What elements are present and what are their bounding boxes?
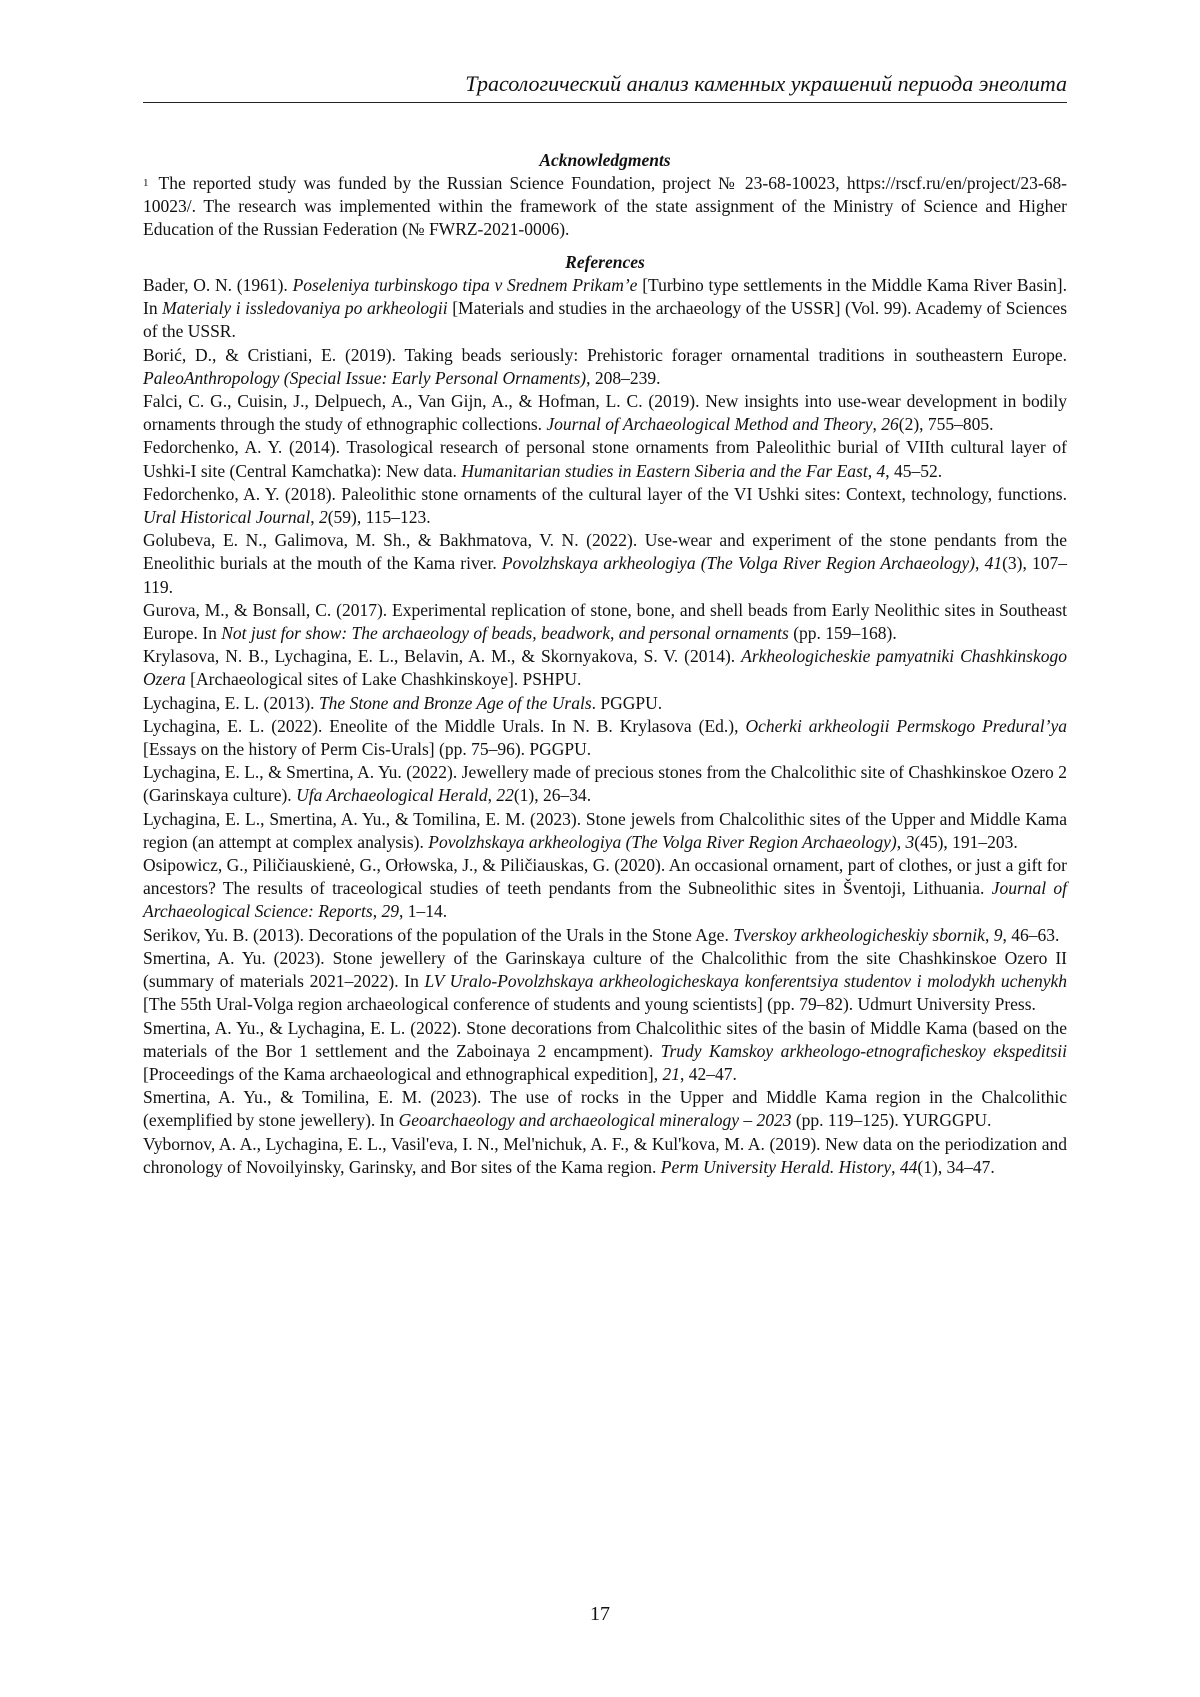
reference-entry bbox=[143, 390, 1067, 436]
reference-entry bbox=[143, 274, 1067, 344]
reference-entry bbox=[143, 924, 1067, 947]
reference-segment: Lychagina, E. L., & Smertina, A. Yu. (2022). Jewellery made of precious stones from the Chalcolithic site of Chashkinskoe Ozero 2 (Garinskaya culture). bbox=[143, 762, 1067, 805]
reference-segment: (3), 107–119. bbox=[143, 553, 1067, 596]
reference-entry bbox=[143, 808, 1067, 854]
reference-segment: , 208–239. bbox=[586, 368, 660, 388]
acknowledgments-text bbox=[143, 172, 1067, 241]
reference-segment: , bbox=[373, 901, 382, 921]
reference-segment: (1), 34–47. bbox=[917, 1157, 994, 1177]
reference-segment: , bbox=[891, 1157, 900, 1177]
reference-italic-segment: 4 bbox=[876, 461, 885, 481]
reference-entry bbox=[143, 599, 1067, 645]
reference-entry bbox=[143, 344, 1067, 390]
reference-segment: (1), 26–34. bbox=[514, 785, 591, 805]
footnote-marker: 1 bbox=[143, 177, 149, 189]
reference-italic-segment: Poseleniya turbinskogo tipa v Srednem Prikam’e bbox=[293, 275, 638, 295]
reference-entry bbox=[143, 715, 1067, 761]
reference-segment: [Materials and studies in the archaeology of the USSR] (Vol. 99). Academy of Sciences of the USSR. bbox=[143, 298, 1067, 341]
reference-segment: Smertina, A. Yu., & Lychagina, E. L. (2022). Stone decorations from Chalcolithic sites of the basin of Middle Kama (based on the materials of the Bor 1 settlement and the Zaboinaya 2 encampment). bbox=[143, 1018, 1067, 1061]
reference-entry bbox=[143, 436, 1067, 482]
reference-segment: , bbox=[310, 507, 319, 527]
reference-italic-segment: LV Uralo-Povolzhskaya arkheologicheskaya konferentsiya studentov i molodykh uchenykh bbox=[424, 971, 1067, 991]
reference-italic-segment: The Stone and Bronze Age of the Urals bbox=[319, 693, 592, 713]
reference-italic-segment: 21 bbox=[662, 1064, 680, 1084]
reference-segment: , bbox=[868, 461, 877, 481]
reference-italic-segment: Ural Historical Journal bbox=[143, 507, 310, 527]
reference-segment: , bbox=[488, 785, 497, 805]
reference-italic-segment: Ufa Archaeological Herald bbox=[296, 785, 488, 805]
reference-entry bbox=[143, 692, 1067, 715]
reference-entry bbox=[143, 854, 1067, 924]
reference-entry bbox=[143, 529, 1067, 599]
reference-segment: , bbox=[985, 925, 994, 945]
reference-italic-segment: Ocherki arkheologii Permskogo Predural’ya bbox=[745, 716, 1067, 736]
reference-italic-segment: 41 bbox=[985, 553, 1003, 573]
reference-italic-segment: Geoarchaeology and archaeological mineralogy – 2023 bbox=[399, 1110, 792, 1130]
reference-italic-segment: Not just for show: The archaeology of beads, beadwork, and personal ornaments bbox=[221, 623, 789, 643]
reference-italic-segment: PaleoAnthropology (Special Issue: Early Personal Ornaments) bbox=[143, 368, 586, 388]
reference-segment: (59), 115–123. bbox=[328, 507, 431, 527]
reference-segment: Lychagina, E. L. (2013). bbox=[143, 693, 319, 713]
reference-segment: (pp. 159–168). bbox=[789, 623, 897, 643]
reference-italic-segment: 29 bbox=[381, 901, 399, 921]
reference-segment: [Turbino type settlements in the Middle Kama River Basin]. In bbox=[143, 275, 1067, 318]
references-title: References bbox=[143, 251, 1067, 274]
reference-segment: Fedorchenko, A. Y. (2018). Paleolithic stone ornaments of the cultural layer of the VI Ushki sites: Context, technology, functions. bbox=[143, 484, 1067, 504]
reference-segment: Lychagina, E. L. (2022). Eneolite of the Middle Urals. In N. B. Krylasova (Ed.), bbox=[143, 716, 745, 736]
reference-segment: Falci, C. G., Cuisin, J., Delpuech, A., Van Gijn, A., & Hofman, L. C. (2019). New insights into use-wear development in bodily ornaments through the study of ethnographic collections. bbox=[143, 391, 1067, 434]
reference-segment: (2), 755–805. bbox=[899, 414, 994, 434]
reference-segment: Vybornov, A. A., Lychagina, E. L., Vasil'eva, I. N., Mel'nichuk, A. F., & Kul'kova, M. A. (2019). New data on the periodization and chronology of Novoilyinsky, Garinsky, and Bor sites of the Kama region. bbox=[143, 1134, 1067, 1177]
reference-italic-segment: 2 bbox=[319, 507, 328, 527]
reference-segment: Serikov, Yu. B. (2013). Decorations of the population of the Urals in the Stone Age. bbox=[143, 925, 733, 945]
reference-segment: Fedorchenko, A. Y. (2014). Trasological research of personal stone ornaments from Paleolithic burial of VIIth cultural layer of Ushki-I site (Central Kamchatka): New data. bbox=[143, 437, 1067, 480]
reference-italic-segment: 22 bbox=[496, 785, 514, 805]
reference-entry bbox=[143, 483, 1067, 529]
reference-entry bbox=[143, 645, 1067, 691]
reference-entry bbox=[143, 761, 1067, 807]
reference-italic-segment: Arkheologicheskie pamyatniki Chashkinskogo Ozera bbox=[143, 646, 1067, 689]
reference-segment: [Proceedings of the Kama archaeological and ethnographical expedition], bbox=[143, 1064, 662, 1084]
reference-segment: Bader, O. N. (1961). bbox=[143, 275, 293, 295]
reference-italic-segment: 44 bbox=[900, 1157, 918, 1177]
reference-segment: , 1–14. bbox=[399, 901, 447, 921]
reference-italic-segment: Povolzhskaya arkheologiya (The Volga River Region Archaeology) bbox=[428, 832, 897, 852]
reference-segment: . PGGPU. bbox=[592, 693, 663, 713]
reference-italic-segment: 26 bbox=[881, 414, 899, 434]
page-content bbox=[143, 149, 1067, 1179]
running-head: Трасологический анализ каменных украшений периода энеолита bbox=[143, 70, 1067, 103]
reference-segment: [The 55th Ural-Volga region archaeological conference of students and young scientists] (pp. 79–82). Udmurt University Press. bbox=[143, 994, 1036, 1014]
reference-segment: Gurova, M., & Bonsall, C. (2017). Experimental replication of stone, bone, and shell beads from Early Neolithic sites in Southeast Europe. In bbox=[143, 600, 1067, 643]
reference-segment: (pp. 119–125). YURGGPU. bbox=[791, 1110, 991, 1130]
reference-segment: Smertina, A. Yu. (2023). Stone jewellery of the Garinskaya culture of the Chalcolithic from the site Chashkinskoe Ozero II (summary of materials 2021–2022). In bbox=[143, 948, 1067, 991]
reference-italic-segment: 9 bbox=[994, 925, 1003, 945]
reference-segment: , 42–47. bbox=[680, 1064, 737, 1084]
acknowledgments-title: Acknowledgments bbox=[143, 149, 1067, 172]
reference-italic-segment: Journal of Archaeological Science: Reports bbox=[143, 878, 1067, 921]
reference-italic-segment: Tverskoy arkheologicheskiy sbornik bbox=[733, 925, 985, 945]
reference-segment: Golubeva, E. N., Galimova, M. Sh., & Bakhmatova, V. N. (2022). Use-wear and experiment of the stone pendants from the Eneolithic burials at the mouth of the Kama river. bbox=[143, 530, 1067, 573]
reference-italic-segment: 3 bbox=[906, 832, 915, 852]
reference-segment: , bbox=[975, 553, 985, 573]
reference-italic-segment: Journal of Archaeological Method and Theory bbox=[546, 414, 872, 434]
reference-italic-segment: Materialy i issledovaniya po arkheologii bbox=[162, 298, 448, 318]
reference-segment: Osipowicz, G., Piličiauskienė, G., Orłowska, J., & Piličiauskas, G. (2020). An occasional ornament, part of clothes, or just a gift for ancestors? The results of traceological studies of teeth pendants from the Subneolithic sites in Šventoji, Lithuania. bbox=[143, 855, 1067, 898]
reference-segment: [Essays on the history of Perm Cis-Urals] (pp. 75–96). PGGPU. bbox=[143, 739, 591, 759]
reference-segment: [Archaeological sites of Lake Chashkinskoye]. PSHPU. bbox=[186, 669, 582, 689]
acknowledgments-body: The reported study was funded by the Russian Science Foundation, project № 23-68-10023, https://rscf.ru/en/project/23-68-10023/. The research was implemented within the framework of the state assignment of the Ministry of Science and Higher Education of the Russian Federation (№ FWRZ-2021-0006). bbox=[143, 173, 1067, 239]
reference-segment: , 45–52. bbox=[885, 461, 942, 481]
references-list bbox=[143, 274, 1067, 1179]
reference-segment: Lychagina, E. L., Smertina, A. Yu., & Tomilina, E. M. (2023). Stone jewels from Chalcolithic sites of the Upper and Middle Kama region (an attempt at complex analysis). bbox=[143, 809, 1067, 852]
reference-italic-segment: Humanitarian studies in Eastern Siberia and the Far East bbox=[461, 461, 867, 481]
page-number: 17 bbox=[0, 1603, 1200, 1626]
reference-segment: Borić, D., & Cristiani, E. (2019). Taking beads seriously: Prehistoric forager ornamental traditions in southeastern Europe. bbox=[143, 345, 1067, 365]
reference-entry bbox=[143, 1133, 1067, 1179]
reference-entry bbox=[143, 947, 1067, 1017]
reference-segment: , bbox=[897, 832, 906, 852]
reference-italic-segment: Povolzhskaya arkheologiya (The Volga River Region Archaeology) bbox=[502, 553, 975, 573]
reference-entry bbox=[143, 1017, 1067, 1087]
reference-segment: , 46–63. bbox=[1002, 925, 1059, 945]
reference-segment: (45), 191–203. bbox=[914, 832, 1018, 852]
reference-entry bbox=[143, 1086, 1067, 1132]
reference-segment: Smertina, A. Yu., & Tomilina, E. M. (2023). The use of rocks in the Upper and Middle Kama region in the Chalcolithic (exemplified by stone jewellery). In bbox=[143, 1087, 1067, 1130]
reference-segment: Krylasova, N. B., Lychagina, E. L., Belavin, A. M., & Skornyakova, S. V. (2014). bbox=[143, 646, 741, 666]
reference-italic-segment: Perm University Herald. History bbox=[661, 1157, 891, 1177]
reference-italic-segment: Trudy Kamskoy arkheologo-etnograficheskoy ekspeditsii bbox=[661, 1041, 1067, 1061]
reference-segment: , bbox=[873, 414, 882, 434]
